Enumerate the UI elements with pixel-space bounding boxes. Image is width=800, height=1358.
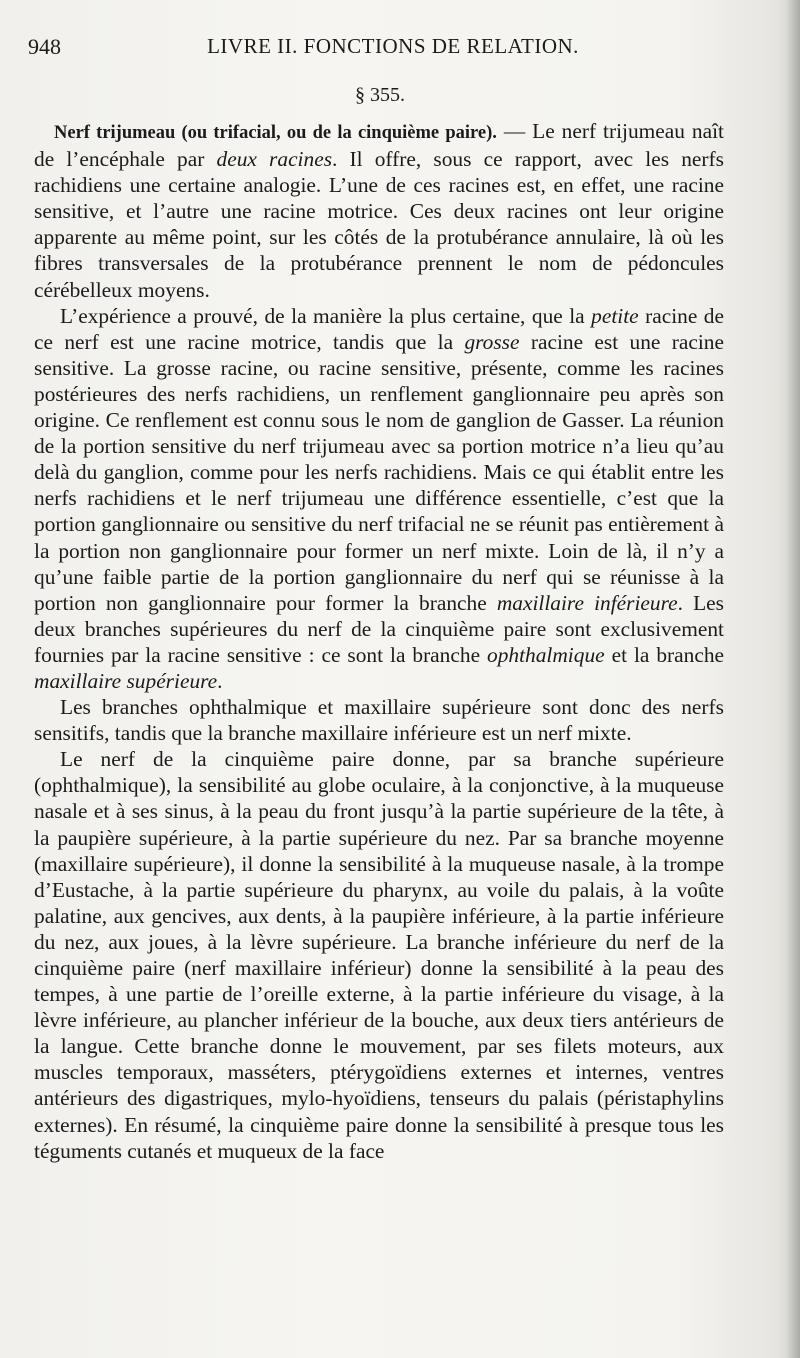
text-run: L’expérience a prouvé, de la manière la plus certaine, que la [60,303,592,328]
text-run: racine de ce nerf est une racine motrice, tandis que la [34,303,724,354]
text-run: racine est une racine sensitive. La grosse racine, ou racine sensitive, présente, comme les racines postérieures des nerfs rachidiens, un renflement ganglionnaire peu après son origine. Ce renflement est connu sous le nom de ganglion de Gasser. La réunion de la portion sensitive du nerf trijumeau avec sa portion motrice n’a lieu qu’au delà du ganglion, comme pour les nerfs rachidiens. Mais ce qui établit entre les nerfs rachidiens et le nerf trijumeau une différence essentielle, c’est que la portion ganglionnaire ou sensitive du nerf trifacial ne se réunit pas entièrement à la portion non ganglionnaire pour former un nerf mixte. Loin de là, il n’y a qu’une faible partie de la portion ganglionnaire du nerf qui se réunisse à la portion non ganglionnaire pour former la branche [34,329,724,615]
text-run: — Le nerf trijumeau naît de l’encéphale par [34,119,724,172]
section-number: § 355. [355,84,405,106]
text-run: . [217,668,223,693]
italic-term: grosse [464,329,520,354]
paragraph-trijumeau-intro [34,118,724,303]
italic-term: maxillaire supérieure [34,668,218,693]
italic-term: petite [591,303,639,328]
paragraph-sensibility: Le nerf de la cinquième paire donne, par sa branche supérieure (ophthalmique), la sensibilité au globe oculaire, à la conjonctive, à la muqueuse nasale et à ses sinus, à la peau du front jusqu’à la partie supérieure de la tête, à la paupière supérieure, à la partie supérieure du nez. Par sa branche moyenne (maxillaire supérieure), il donne la sensibilité à la muqueuse nasale, à la trompe d’Eustache, à la partie supérieure du pharynx, au voile du palais, à la voûte palatine, aux gencives, aux dents, à la paupière inférieure, à la partie inférieure du nez, aux joues, à la lèvre supérieure. La branche inférieure du nerf de la cinquième paire (nerf maxillaire inférieur) donne la sensibilité à la peau des tempes, à une partie de l’oreille externe, à la partie inférieure du visage, à la lèvre inférieure, au plancher inférieur de la bouche, aux deux tiers antérieurs de la langue. Cette branche donne le mouvement, par ses filets moteurs, aux muscles temporaux, masséters, ptérygoïdiens externes et internes, ventres antérieurs des digastriques, mylo-hyoïdiens, tenseurs du palais (péristaphylins externes). En résumé, la cinquième paire donne la sensibilité à presque tous les téguments cutanés et muqueux de la face [34,747,724,1163]
text-run: . Il offre, sous ce rapport, avec les nerfs rachidiens une certaine analogie. L’une de ces racines est, en effet, une racine sensitive, et l’autre une racine motrice. Ces deux racines ont leur origine apparente au même point, sur les côtés de la protubérance annulaire, là où les fibres transversales de la protubérance prennent le nom de pédoncules cérébelleux moyens. [34,147,724,302]
page-header [28,34,758,64]
italic-term: maxillaire inférieure [496,590,678,615]
running-title: LIVRE II. FONCTIONS DE RELATION. [207,34,579,58]
body-text [34,118,724,1164]
paragraph-branches-summary: Les branches ophthalmique et maxillaire supérieure sont donc des nerfs sensitifs, tandis que la branche maxillaire inférieure est un nerf mixte. [34,695,724,746]
paragraph-lead-heading: Nerf trijumeau (ou trifacial, ou de la cinquième paire). [54,123,497,143]
italic-term: ophthalmique [487,642,605,667]
page-number: 948 [28,34,61,59]
paragraph-experience [34,303,724,694]
text-run: et la branche [604,642,725,667]
text-run: . Les deux branches supérieures du nerf de la cinquième paire sont exclusivement fournies par la racine sensitive : ce sont la branche [34,590,724,667]
italic-term: deux racines [216,147,333,172]
page-edge-shadow [786,0,800,1358]
